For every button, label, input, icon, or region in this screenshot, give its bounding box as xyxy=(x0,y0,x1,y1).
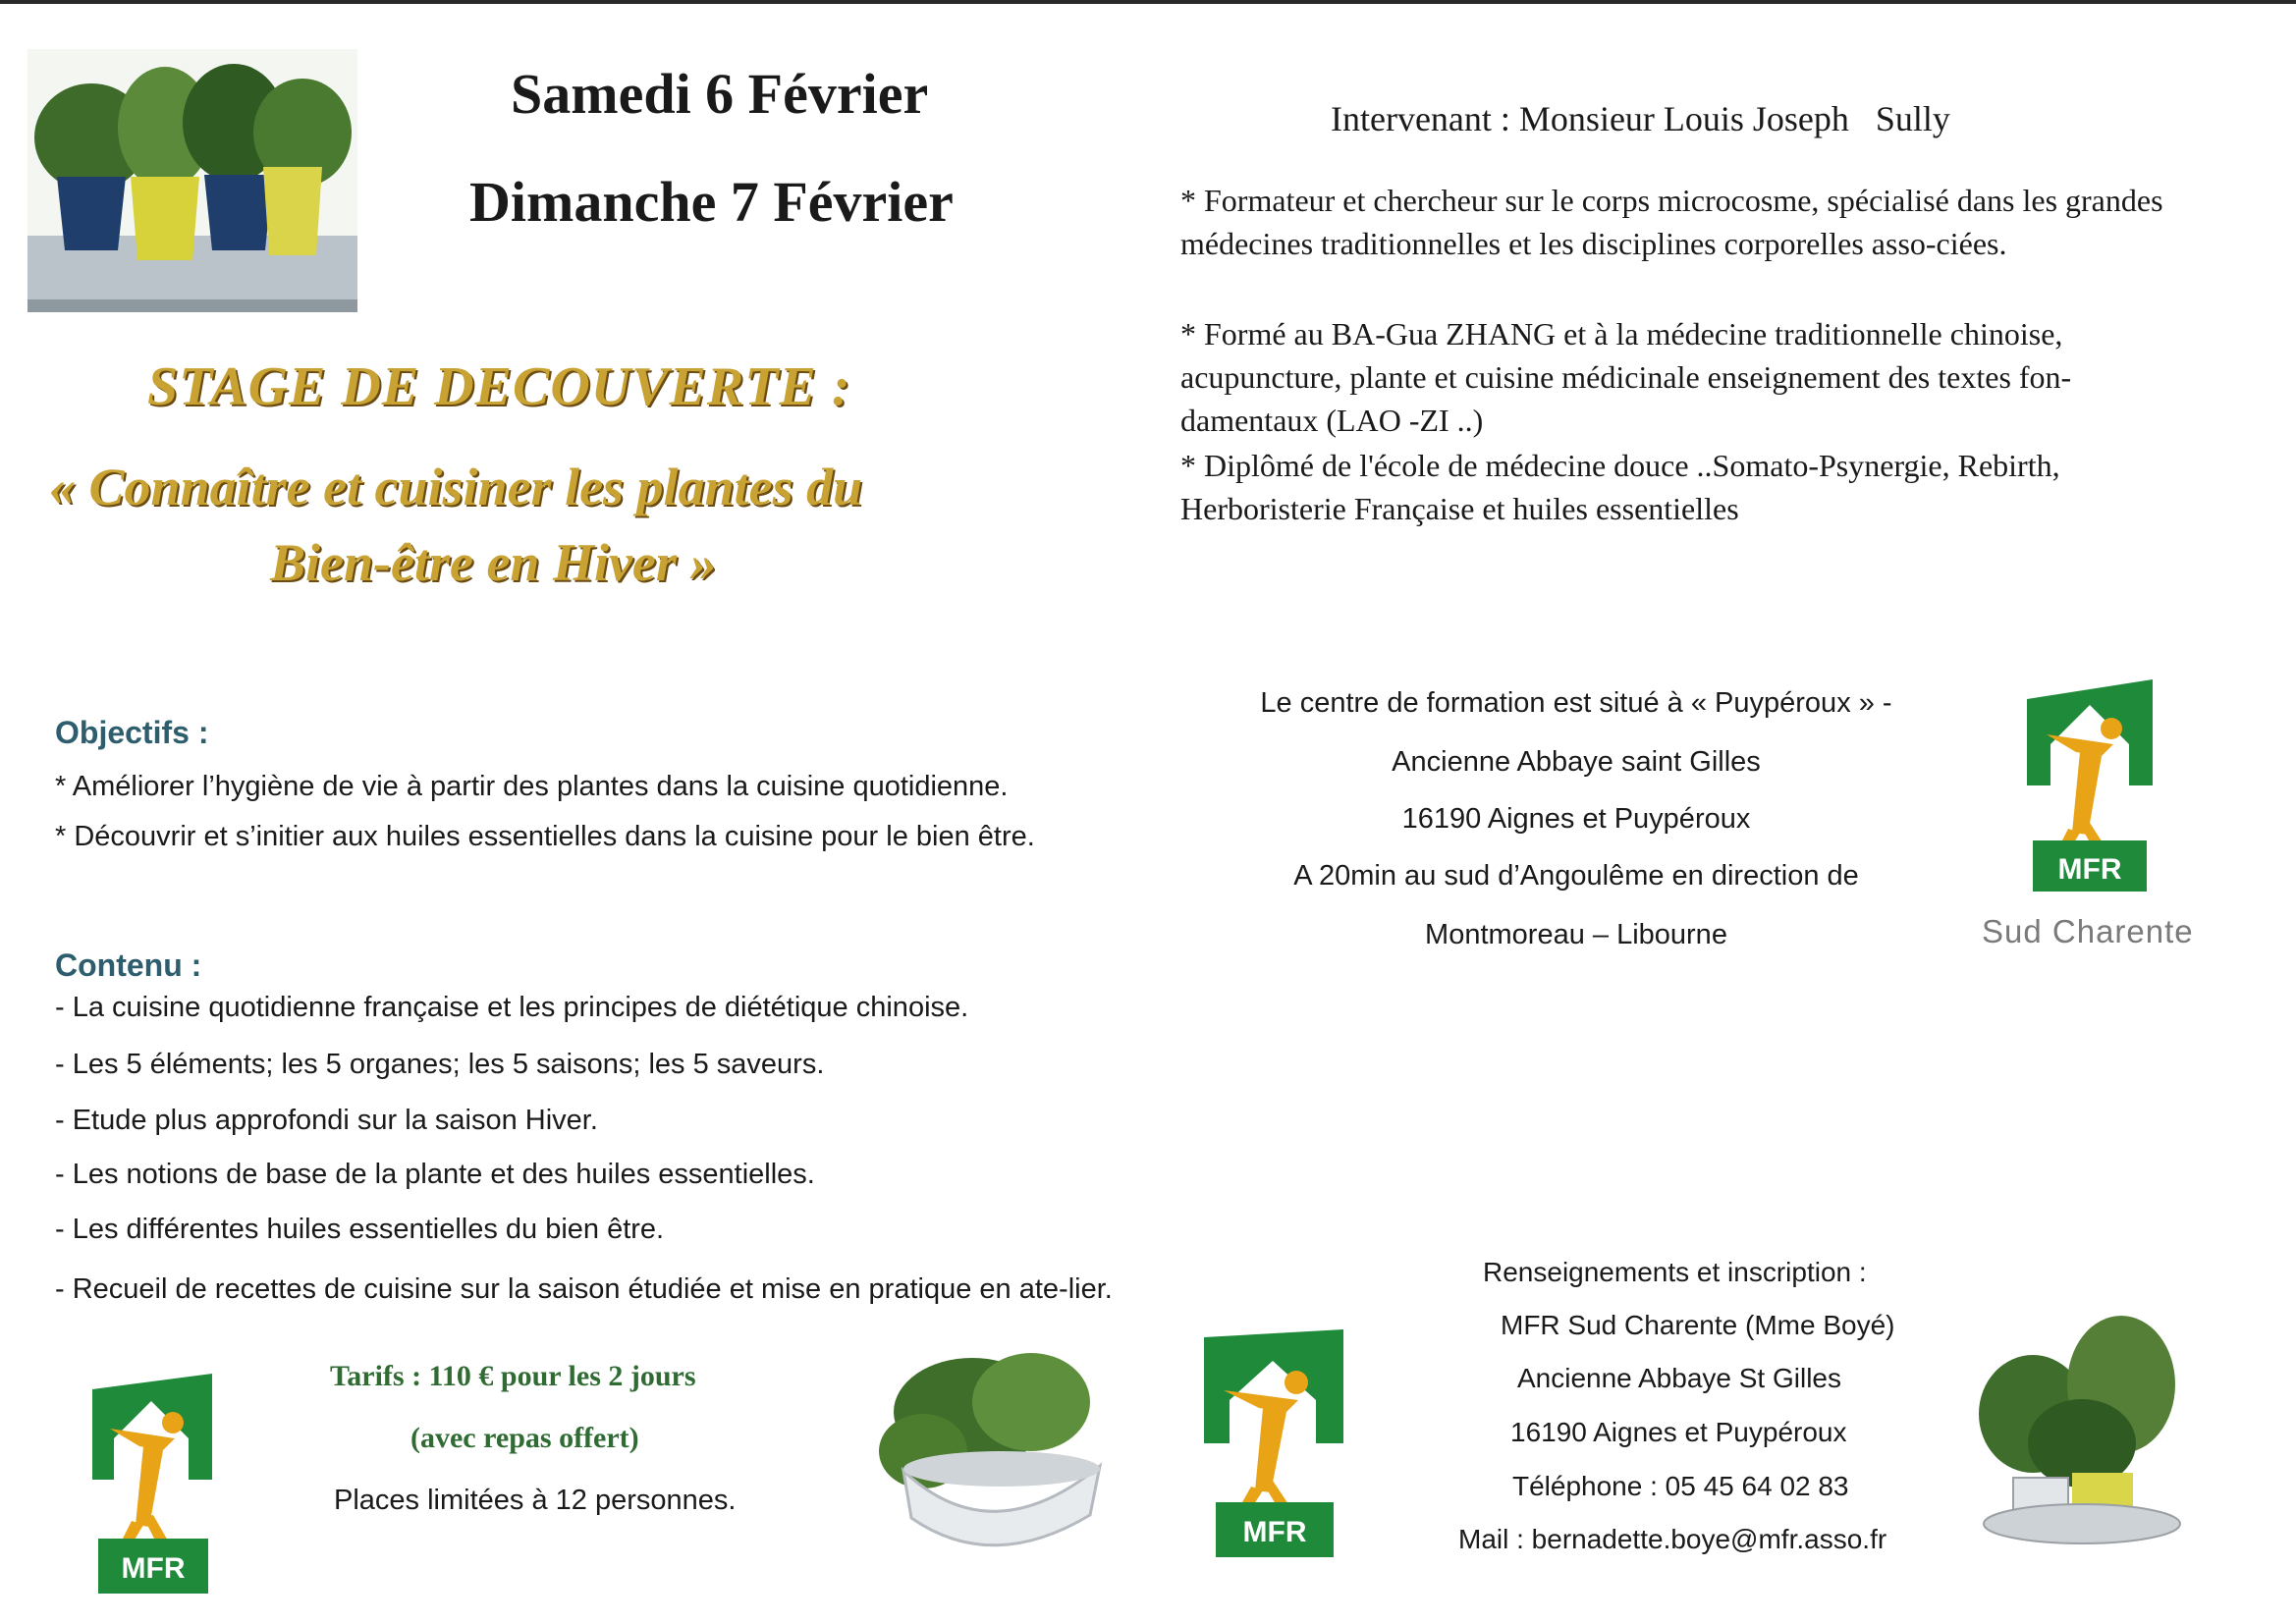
potted-herbs-photo xyxy=(1974,1316,2190,1556)
tarifs-price: Tarifs : 110 € pour les 2 jours xyxy=(330,1360,696,1392)
contenu-item: - Etude plus approfondi sur la saison Hiver. xyxy=(55,1105,598,1136)
contenu-item: - Recueil de recettes de cuisine sur la saison étudiée et mise en pratique en ate-lier. xyxy=(55,1273,1113,1305)
tarifs-meal: (avec repas offert) xyxy=(410,1422,639,1454)
herb-pots-photo xyxy=(27,49,357,312)
sud-charente-label: Sud Charente xyxy=(1982,913,2194,949)
contact-heading: Renseignements et inscription : xyxy=(1483,1257,1867,1287)
contact-line: MFR Sud Charente (Mme Boyé) xyxy=(1501,1310,1895,1340)
location-line: 16190 Aignes et Puypéroux xyxy=(1401,803,1751,835)
contact-line: Ancienne Abbaye St Gilles xyxy=(1517,1363,1841,1393)
mfr-logo-text: MFR xyxy=(2057,853,2122,886)
top-border xyxy=(0,0,2296,4)
mfr-logo-top xyxy=(2023,677,2157,895)
contact-email[interactable]: Mail : bernadette.boye@mfr.asso.fr xyxy=(1458,1524,1887,1554)
date-saturday: Samedi 6 Février xyxy=(511,62,929,126)
objectifs-heading: Objectifs : xyxy=(55,715,209,750)
contact-line: 16190 Aignes et Puypéroux xyxy=(1510,1417,1847,1447)
location-line: Ancienne Abbaye saint Gilles xyxy=(1392,746,1761,778)
contenu-heading: Contenu : xyxy=(55,947,202,983)
stage-subtitle-line2: Bien-être en Hiver » xyxy=(270,533,717,592)
location-line: Le centre de formation est situé à « Puypéroux » - xyxy=(1260,687,1892,719)
contenu-item: - Les notions de base de la plante et des huiles essentielles. xyxy=(55,1159,815,1190)
stage-title: STAGE DE DECOUVERTE : xyxy=(147,356,851,417)
contenu-item: - Les 5 éléments; les 5 organes; les 5 saisons; les 5 saveurs. xyxy=(55,1049,825,1080)
mfr-logo-text: MFR xyxy=(1242,1516,1307,1548)
planter-photo xyxy=(864,1343,1120,1569)
intervenant-bio-2: * Formé au BA-Gua ZHANG et à la médecine traditionnelle chinoise, acupuncture, plante et cuisine médicinale enseignement des textes fon-damentaux (LAO -ZI ..) xyxy=(1180,316,2072,438)
tarifs-places: Places limitées à 12 personnes. xyxy=(334,1485,737,1516)
contact-phone: Téléphone : 05 45 64 02 83 xyxy=(1512,1471,1849,1501)
intervenant-bio-3: * Diplômé de l'école de médecine douce ..Somato-Psynergie, Rebirth, Herboristerie Française et huiles essentielles xyxy=(1180,448,2060,526)
mfr-logo-bottom-left xyxy=(88,1370,216,1597)
stage-subtitle-line1: « Connaître et cuisiner les plantes du xyxy=(49,458,863,516)
mfr-logo-bottom-center xyxy=(1200,1327,1347,1563)
objectif-item: * Découvrir et s’initier aux huiles essentielles dans la cuisine pour le bien être. xyxy=(55,821,1035,852)
mfr-logo-text: MFR xyxy=(121,1552,186,1585)
objectif-item: * Améliorer l’hygiène de vie à partir des plantes dans la cuisine quotidienne. xyxy=(55,771,1009,802)
location-line: Montmoreau – Libourne xyxy=(1425,919,1727,950)
intervenant-label: Intervenant : Monsieur Louis Joseph Sully xyxy=(1331,99,1950,138)
location-line: A 20min au sud d’Angoulême en direction de xyxy=(1293,860,1859,892)
date-sunday: Dimanche 7 Février xyxy=(469,170,954,234)
intervenant-bio-1: * Formateur et chercheur sur le corps microcosme, spécialisé dans les grandes médecines traditionnelles et les disciplines corporelles asso-ciées. xyxy=(1180,183,2163,261)
contenu-item: - La cuisine quotidienne française et les principes de diététique chinoise. xyxy=(55,992,969,1023)
contenu-item: - Les différentes huiles essentielles du bien être. xyxy=(55,1214,665,1245)
